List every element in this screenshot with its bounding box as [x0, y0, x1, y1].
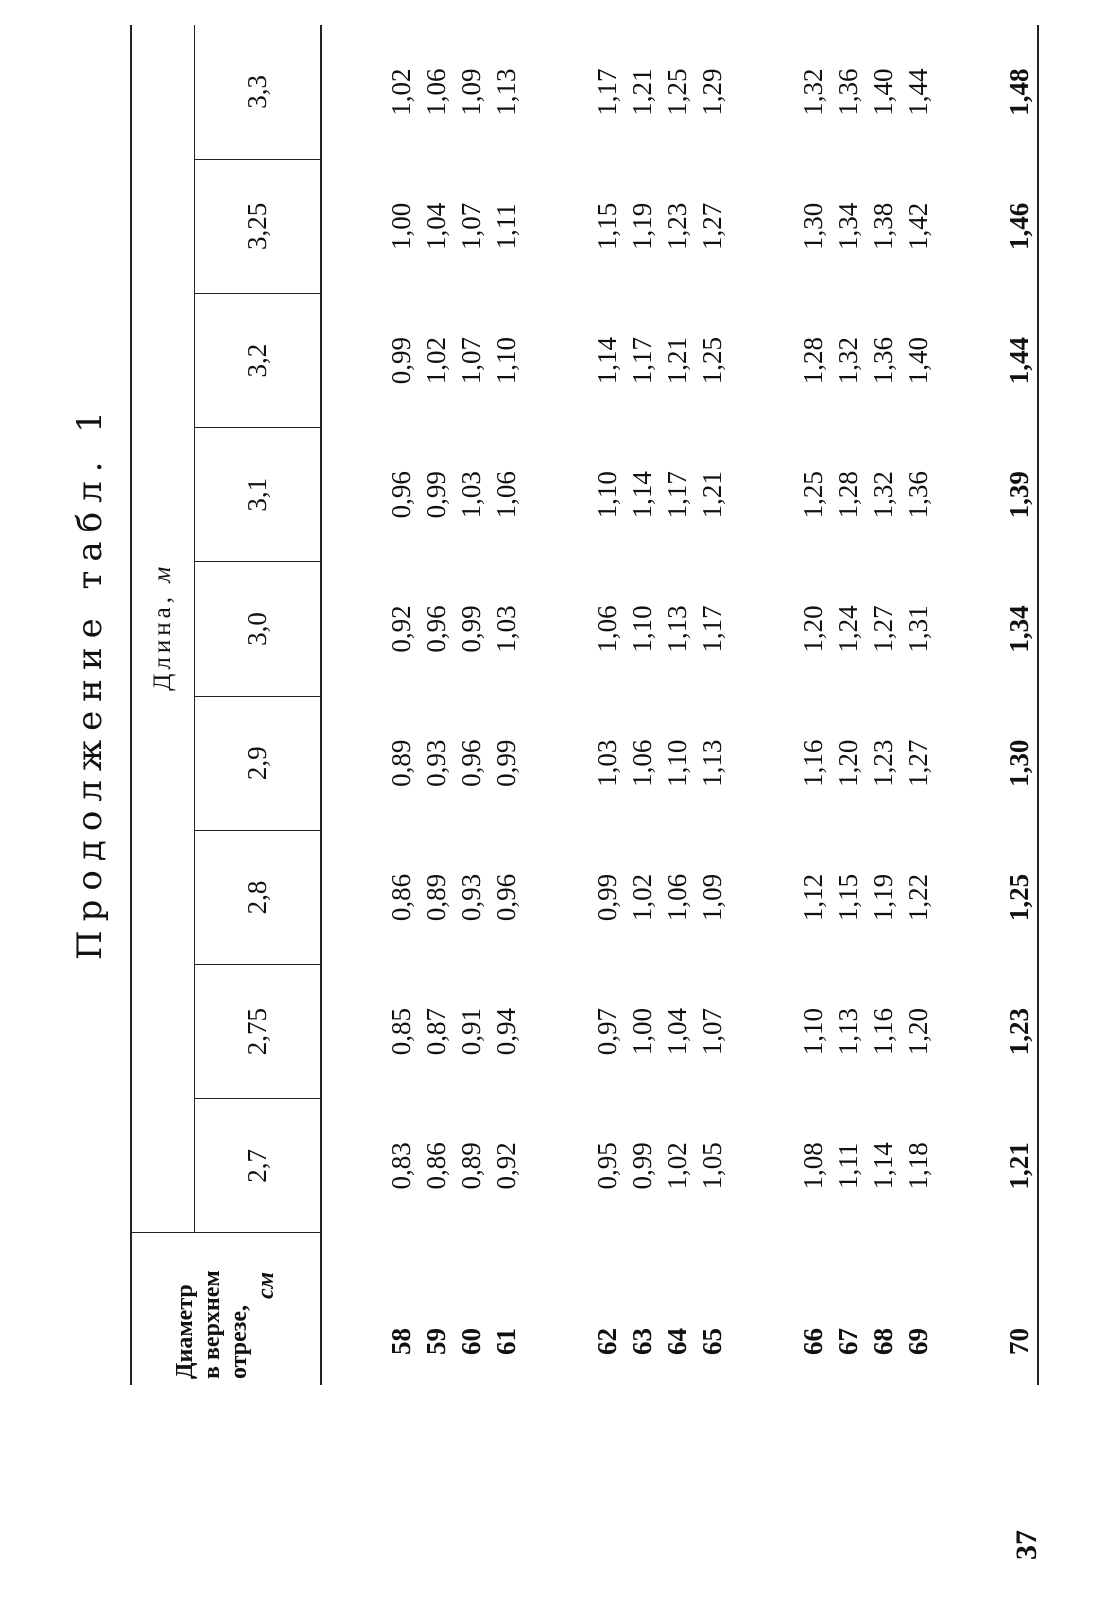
length-unit: м [149, 566, 176, 583]
volume-value: 1,16 [868, 1008, 898, 1056]
value-cell [524, 1099, 730, 1233]
volume-value: 0,89 [421, 873, 451, 922]
volume-value: 1,02 [386, 68, 416, 116]
volume-value: 0,89 [386, 739, 416, 787]
diameter-cell [730, 1233, 936, 1385]
volume-value: 1,36 [868, 336, 898, 385]
volume-value: 1,17 [662, 471, 692, 519]
diameter-value: 67 [833, 1328, 863, 1355]
diameter-header-line-2: в верхнем [199, 1270, 225, 1379]
value-cell [936, 696, 1038, 830]
diameter-unit: см [253, 1271, 279, 1299]
volume-value: 1,23 [1004, 1008, 1034, 1056]
diameter-cell [936, 1233, 1038, 1385]
volume-value: 1,06 [662, 873, 692, 922]
volume-value: 1,40 [903, 336, 933, 385]
volume-value: 0,99 [421, 471, 451, 519]
diameter-cell [524, 1233, 730, 1385]
volume-value: 1,13 [662, 605, 692, 653]
length-col-header: 3,3 [195, 25, 322, 159]
volume-value: 1,06 [627, 739, 657, 787]
volume-value: 1,04 [662, 1008, 692, 1056]
volume-value: 1,36 [833, 68, 863, 116]
diameter-header-line-1: Диаметр [172, 1284, 198, 1379]
volume-value: 1,02 [421, 336, 451, 385]
volume-value: 1,13 [491, 68, 521, 116]
volume-value: 1,10 [627, 605, 657, 653]
volume-value: 0,96 [456, 739, 486, 787]
volume-value: 1,18 [903, 1142, 933, 1190]
value-cell [730, 562, 936, 696]
value-cell [730, 1099, 936, 1233]
diameter-value: 69 [903, 1328, 933, 1355]
value-cell [524, 965, 730, 1099]
volume-value: 0,93 [456, 873, 486, 922]
volume-value: 1,02 [627, 873, 657, 922]
volume-value: 1,06 [421, 68, 451, 116]
volume-value: 1,17 [627, 336, 657, 385]
length-values-row [195, 25, 322, 1385]
volume-value: 1,25 [798, 471, 828, 519]
volume-value: 0,99 [456, 605, 486, 653]
value-cell [936, 1099, 1038, 1233]
value-cell [524, 25, 730, 159]
volume-value: 1,15 [592, 202, 622, 250]
diameter-value: 61 [491, 1328, 521, 1355]
value-cell [936, 562, 1038, 696]
page-title: Продолжение табл. 1 [70, 402, 110, 960]
table-row-group [730, 25, 936, 1385]
volume-value: 1,02 [662, 1142, 692, 1190]
value-cell [524, 562, 730, 696]
volume-value: 0,96 [386, 471, 416, 519]
volume-value: 1,40 [868, 68, 898, 116]
volume-value: 1,31 [903, 605, 933, 653]
diameter-value: 63 [627, 1328, 657, 1355]
diameter-value: 70 [1004, 1328, 1034, 1355]
volume-value: 1,07 [697, 1008, 727, 1056]
length-col-header: 2,7 [242, 1149, 272, 1183]
volume-value: 1,03 [592, 739, 622, 787]
length-col-header: 2,9 [195, 696, 322, 830]
value-cell [524, 159, 730, 293]
volume-value: 1,42 [903, 202, 933, 250]
volume-value: 1,23 [662, 202, 692, 250]
value-cell [936, 830, 1038, 964]
volume-value: 1,12 [798, 873, 828, 922]
volume-value: 1,38 [868, 202, 898, 250]
volume-value: 1,34 [833, 202, 863, 250]
length-col-header: 2,8 [195, 830, 322, 964]
volume-value: 1,09 [456, 68, 486, 116]
volume-value: 1,25 [1004, 873, 1034, 922]
value-cell [524, 428, 730, 562]
volume-value: 0,99 [491, 739, 521, 787]
volume-value: 1,09 [697, 873, 727, 922]
volume-value: 0,95 [592, 1142, 622, 1190]
diameter-value: 64 [662, 1328, 692, 1355]
volume-value: 1,48 [1004, 68, 1034, 116]
volume-value: 0,96 [491, 873, 521, 922]
volume-value: 1,23 [868, 739, 898, 787]
table-row-group [936, 25, 1038, 1385]
volume-value: 1,11 [833, 1142, 863, 1190]
length-col-header: 3,0 [195, 562, 322, 696]
volume-value: 1,19 [868, 873, 898, 922]
value-cell [730, 428, 936, 562]
volume-value: 1,27 [868, 605, 898, 653]
length-header [131, 25, 195, 1233]
volume-value: 1,04 [421, 202, 451, 250]
length-col-header: 3,25 [195, 159, 322, 293]
volume-value: 1,05 [697, 1142, 727, 1190]
volume-value: 1,03 [491, 605, 521, 653]
value-cell [730, 696, 936, 830]
page-number: 37 [1010, 1530, 1043, 1560]
volume-value: 1,22 [903, 873, 933, 922]
volume-value: 0,87 [421, 1008, 451, 1056]
volume-value: 1,21 [697, 471, 727, 519]
volume-value: 1,20 [833, 739, 863, 787]
length-label: Длина, [149, 593, 176, 691]
volume-value: 1,25 [662, 68, 692, 116]
value-cell [321, 293, 524, 427]
volume-value: 1,00 [386, 202, 416, 250]
volume-value: 1,10 [592, 471, 622, 519]
volume-value: 1,14 [592, 336, 622, 385]
value-cell [936, 159, 1038, 293]
volume-value: 1,44 [1004, 336, 1034, 385]
volume-value: 1,21 [1004, 1142, 1034, 1190]
volume-value: 0,92 [491, 1142, 521, 1190]
volume-value: 0,86 [421, 1142, 451, 1190]
length-col-header: 3,2 [195, 293, 322, 427]
volume-value: 1,06 [592, 605, 622, 653]
volume-value: 1,24 [833, 605, 863, 653]
volume-value: 0,86 [386, 873, 416, 922]
diameter-header-line-3: отрезе, [226, 1304, 252, 1379]
value-cell [936, 965, 1038, 1099]
volume-value: 1,39 [1004, 471, 1034, 519]
value-cell [730, 159, 936, 293]
diameter-header [131, 1233, 321, 1385]
value-cell [321, 159, 524, 293]
volume-value: 1,28 [833, 471, 863, 519]
length-col-header: 3,1 [195, 428, 322, 562]
volume-value: 1,14 [627, 471, 657, 519]
value-cell [936, 293, 1038, 427]
volume-value: 1,44 [903, 68, 933, 116]
diameter-value: 68 [868, 1328, 898, 1355]
volume-value: 1,03 [456, 471, 486, 519]
volume-value: 1,27 [903, 739, 933, 787]
volume-value: 1,32 [798, 68, 828, 116]
value-cell [321, 25, 524, 159]
value-cell [730, 965, 936, 1099]
table-header [131, 25, 321, 1385]
diameter-value: 65 [697, 1328, 727, 1355]
volume-value: 1,28 [798, 336, 828, 385]
volume-value: 1,30 [1004, 739, 1034, 787]
volume-value: 1,30 [798, 202, 828, 250]
volume-value: 0,89 [456, 1142, 486, 1190]
volume-value: 0,99 [386, 336, 416, 385]
volume-value: 0,99 [627, 1142, 657, 1190]
value-cell [730, 293, 936, 427]
value-cell [321, 428, 524, 562]
table-row-group [524, 25, 730, 1385]
volume-value: 0,96 [421, 605, 451, 653]
volume-value: 0,93 [421, 739, 451, 787]
value-cell [321, 562, 524, 696]
volume-value: 0,85 [386, 1008, 416, 1056]
volume-value: 1,13 [833, 1008, 863, 1056]
value-cell [321, 696, 524, 830]
diameter-value: 58 [386, 1328, 416, 1355]
value-cell [936, 428, 1038, 562]
volume-value: 1,06 [491, 471, 521, 519]
volume-value: 0,94 [491, 1008, 521, 1056]
value-cell [730, 830, 936, 964]
volume-value: 1,00 [627, 1008, 657, 1056]
volume-value: 1,32 [833, 336, 863, 385]
volume-value: 1,15 [833, 873, 863, 922]
value-cell [730, 25, 936, 159]
volume-value: 1,07 [456, 336, 486, 385]
volume-value: 1,27 [697, 202, 727, 250]
volume-value: 1,20 [903, 1008, 933, 1056]
diameter-cell [321, 1233, 524, 1385]
length-col-header: 2,75 [195, 965, 322, 1099]
value-cell [321, 965, 524, 1099]
volume-value: 1,16 [798, 739, 828, 787]
value-cell [936, 25, 1038, 159]
volume-value: 0,83 [386, 1142, 416, 1190]
volume-value: 1,14 [868, 1142, 898, 1190]
volume-value: 0,91 [456, 1008, 486, 1056]
diameter-value: 66 [798, 1328, 828, 1355]
volume-value: 1,10 [491, 336, 521, 385]
volume-value: 1,46 [1004, 202, 1034, 250]
volume-value: 1,29 [697, 68, 727, 116]
volume-value: 0,92 [386, 605, 416, 653]
diameter-value: 60 [456, 1328, 486, 1355]
volume-value: 1,17 [697, 605, 727, 653]
volume-value: 1,20 [798, 605, 828, 653]
volume-value: 1,36 [903, 471, 933, 519]
diameter-value: 59 [421, 1328, 451, 1355]
volume-value: 1,21 [662, 336, 692, 385]
volume-value: 1,07 [456, 202, 486, 250]
data-table [130, 25, 1039, 1385]
volume-value: 0,99 [592, 873, 622, 922]
value-cell [524, 830, 730, 964]
volume-value: 1,10 [798, 1008, 828, 1056]
table-body [321, 25, 1038, 1385]
value-cell [321, 1099, 524, 1233]
diameter-value: 62 [592, 1328, 622, 1355]
volume-value: 1,32 [868, 471, 898, 519]
volume-value: 1,08 [798, 1142, 828, 1190]
value-cell [524, 293, 730, 427]
volume-value: 1,25 [697, 336, 727, 385]
volume-value: 0,97 [592, 1008, 622, 1056]
volume-value: 1,19 [627, 202, 657, 250]
value-cell [524, 696, 730, 830]
volume-value: 1,13 [697, 739, 727, 787]
volume-value: 1,21 [627, 68, 657, 116]
volume-value: 1,10 [662, 739, 692, 787]
volume-value: 1,17 [592, 68, 622, 116]
volume-value: 1,34 [1004, 605, 1034, 653]
volume-value: 1,11 [491, 203, 521, 250]
table-row-group [321, 25, 524, 1385]
value-cell [321, 830, 524, 964]
